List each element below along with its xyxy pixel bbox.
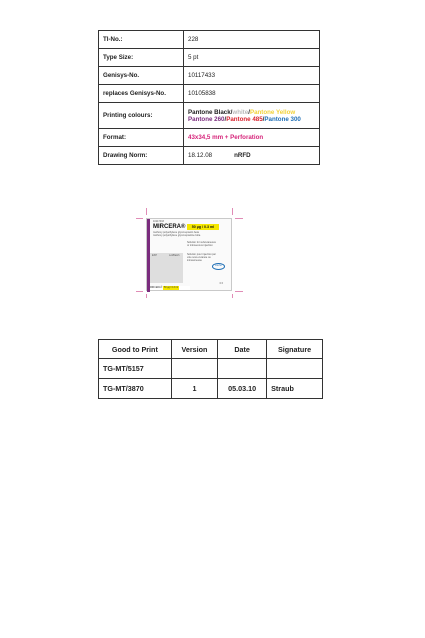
header-good-to-print: Good to Print [99, 340, 172, 359]
cell-version [171, 359, 217, 379]
colour-white: white [232, 108, 249, 116]
cell-good-to-print: TG-MT/3870 [99, 379, 172, 399]
cell-good-to-print: TG-MT/5157 [99, 359, 172, 379]
label-exp: EXP [152, 254, 158, 257]
type-size-label: Type Size: [99, 49, 184, 67]
approval-table [98, 339, 323, 399]
label-solution-en-1: Solution for subcutaneous [187, 241, 216, 244]
label-solution-fr-1: Solution pour injection par [187, 253, 216, 256]
label-code: 10117433 [153, 220, 164, 223]
label-bottom-strip [150, 286, 190, 290]
crop-mark [232, 208, 233, 215]
colour-pantone-300: Pantone 300 [264, 115, 301, 123]
label-solution-fr-3: intraveineuse [187, 259, 202, 262]
spec-row-replaces [99, 85, 320, 103]
table-row [99, 379, 323, 399]
replaces-value: 10105838 [184, 85, 320, 103]
colour-separator: / [224, 115, 227, 123]
bottom-dose: 50 µg / 0.3 ml [163, 287, 178, 289]
label-dose: 50 µg / 0.3 ml [187, 224, 219, 230]
product-label [146, 218, 232, 291]
cell-date [218, 359, 267, 379]
header-signature: Signature [267, 340, 323, 359]
label-solution-fr-2: voie sous-cutanée ou [187, 256, 211, 259]
colour-separator: / [248, 108, 250, 116]
colour-yellow: Pantone Yellow [249, 108, 296, 116]
crop-mark [232, 294, 233, 298]
printing-colours-label: Printing colours: [99, 103, 184, 129]
drawing-norm-value [184, 147, 320, 165]
format-label: Format: [99, 129, 184, 147]
table-row [99, 359, 323, 379]
label-solution-en-2: or intravenous injection [187, 244, 213, 247]
drawing-code: nRFD [234, 152, 251, 159]
label-substance-fr: méthoxy polyéthylène glycol-époétine bêta [153, 234, 201, 237]
spec-row-ti [99, 31, 320, 49]
colour-pantone-485: Pantone 485 [226, 115, 263, 123]
cell-signature [267, 359, 323, 379]
spec-row-printing-colours [99, 103, 320, 129]
colour-separator: / [230, 108, 233, 116]
spec-row-format [99, 129, 320, 147]
crop-mark [136, 291, 143, 292]
genisys-value: 10117433 [184, 67, 320, 85]
label-brand: MIRCERA® [153, 224, 186, 230]
cell-date: 05.03.10 [218, 379, 267, 399]
spec-row-type-size [99, 49, 320, 67]
type-size-value: 5 pt [184, 49, 320, 67]
spec-table [98, 30, 320, 165]
header-version: Version [171, 340, 217, 359]
drawing-norm-label: Drawing Norm: [99, 147, 184, 165]
drawing-date: 18.12.08 [188, 152, 213, 159]
crop-mark [146, 208, 147, 215]
cell-signature: Straub [267, 379, 323, 399]
crop-mark [235, 218, 243, 219]
bottom-brand: MIRCERA® [150, 287, 163, 289]
label-grey-area [150, 253, 183, 283]
spec-row-drawing-norm [99, 147, 320, 165]
cell-version: 1 [171, 379, 217, 399]
label-drawing [136, 208, 244, 298]
format-value: 43x34,5 mm + Perforation [184, 129, 320, 147]
replaces-label: replaces Genisys-No. [99, 85, 184, 103]
label-substance-en: methoxy polyethylene glycol-epoetin beta [153, 231, 199, 234]
ti-no-label: TI-No.: [99, 31, 184, 49]
ti-no-value: 228 [184, 31, 320, 49]
crop-mark [235, 291, 243, 292]
approval-header-row [99, 340, 323, 359]
roche-logo: Roche [212, 263, 225, 270]
printing-colours-value [184, 103, 320, 129]
crop-mark [146, 294, 147, 298]
spec-row-genisys [99, 67, 320, 85]
label-lot: Lot/Batch [169, 254, 180, 257]
label-marks: 0 6 [219, 282, 223, 285]
crop-mark [136, 218, 143, 219]
colour-pantone-260: Pantone 260 [188, 115, 225, 123]
header-date: Date [218, 340, 267, 359]
colour-separator: / [262, 115, 265, 123]
colour-black: Pantone Black [188, 108, 231, 116]
genisys-label: Genisys-No. [99, 67, 184, 85]
